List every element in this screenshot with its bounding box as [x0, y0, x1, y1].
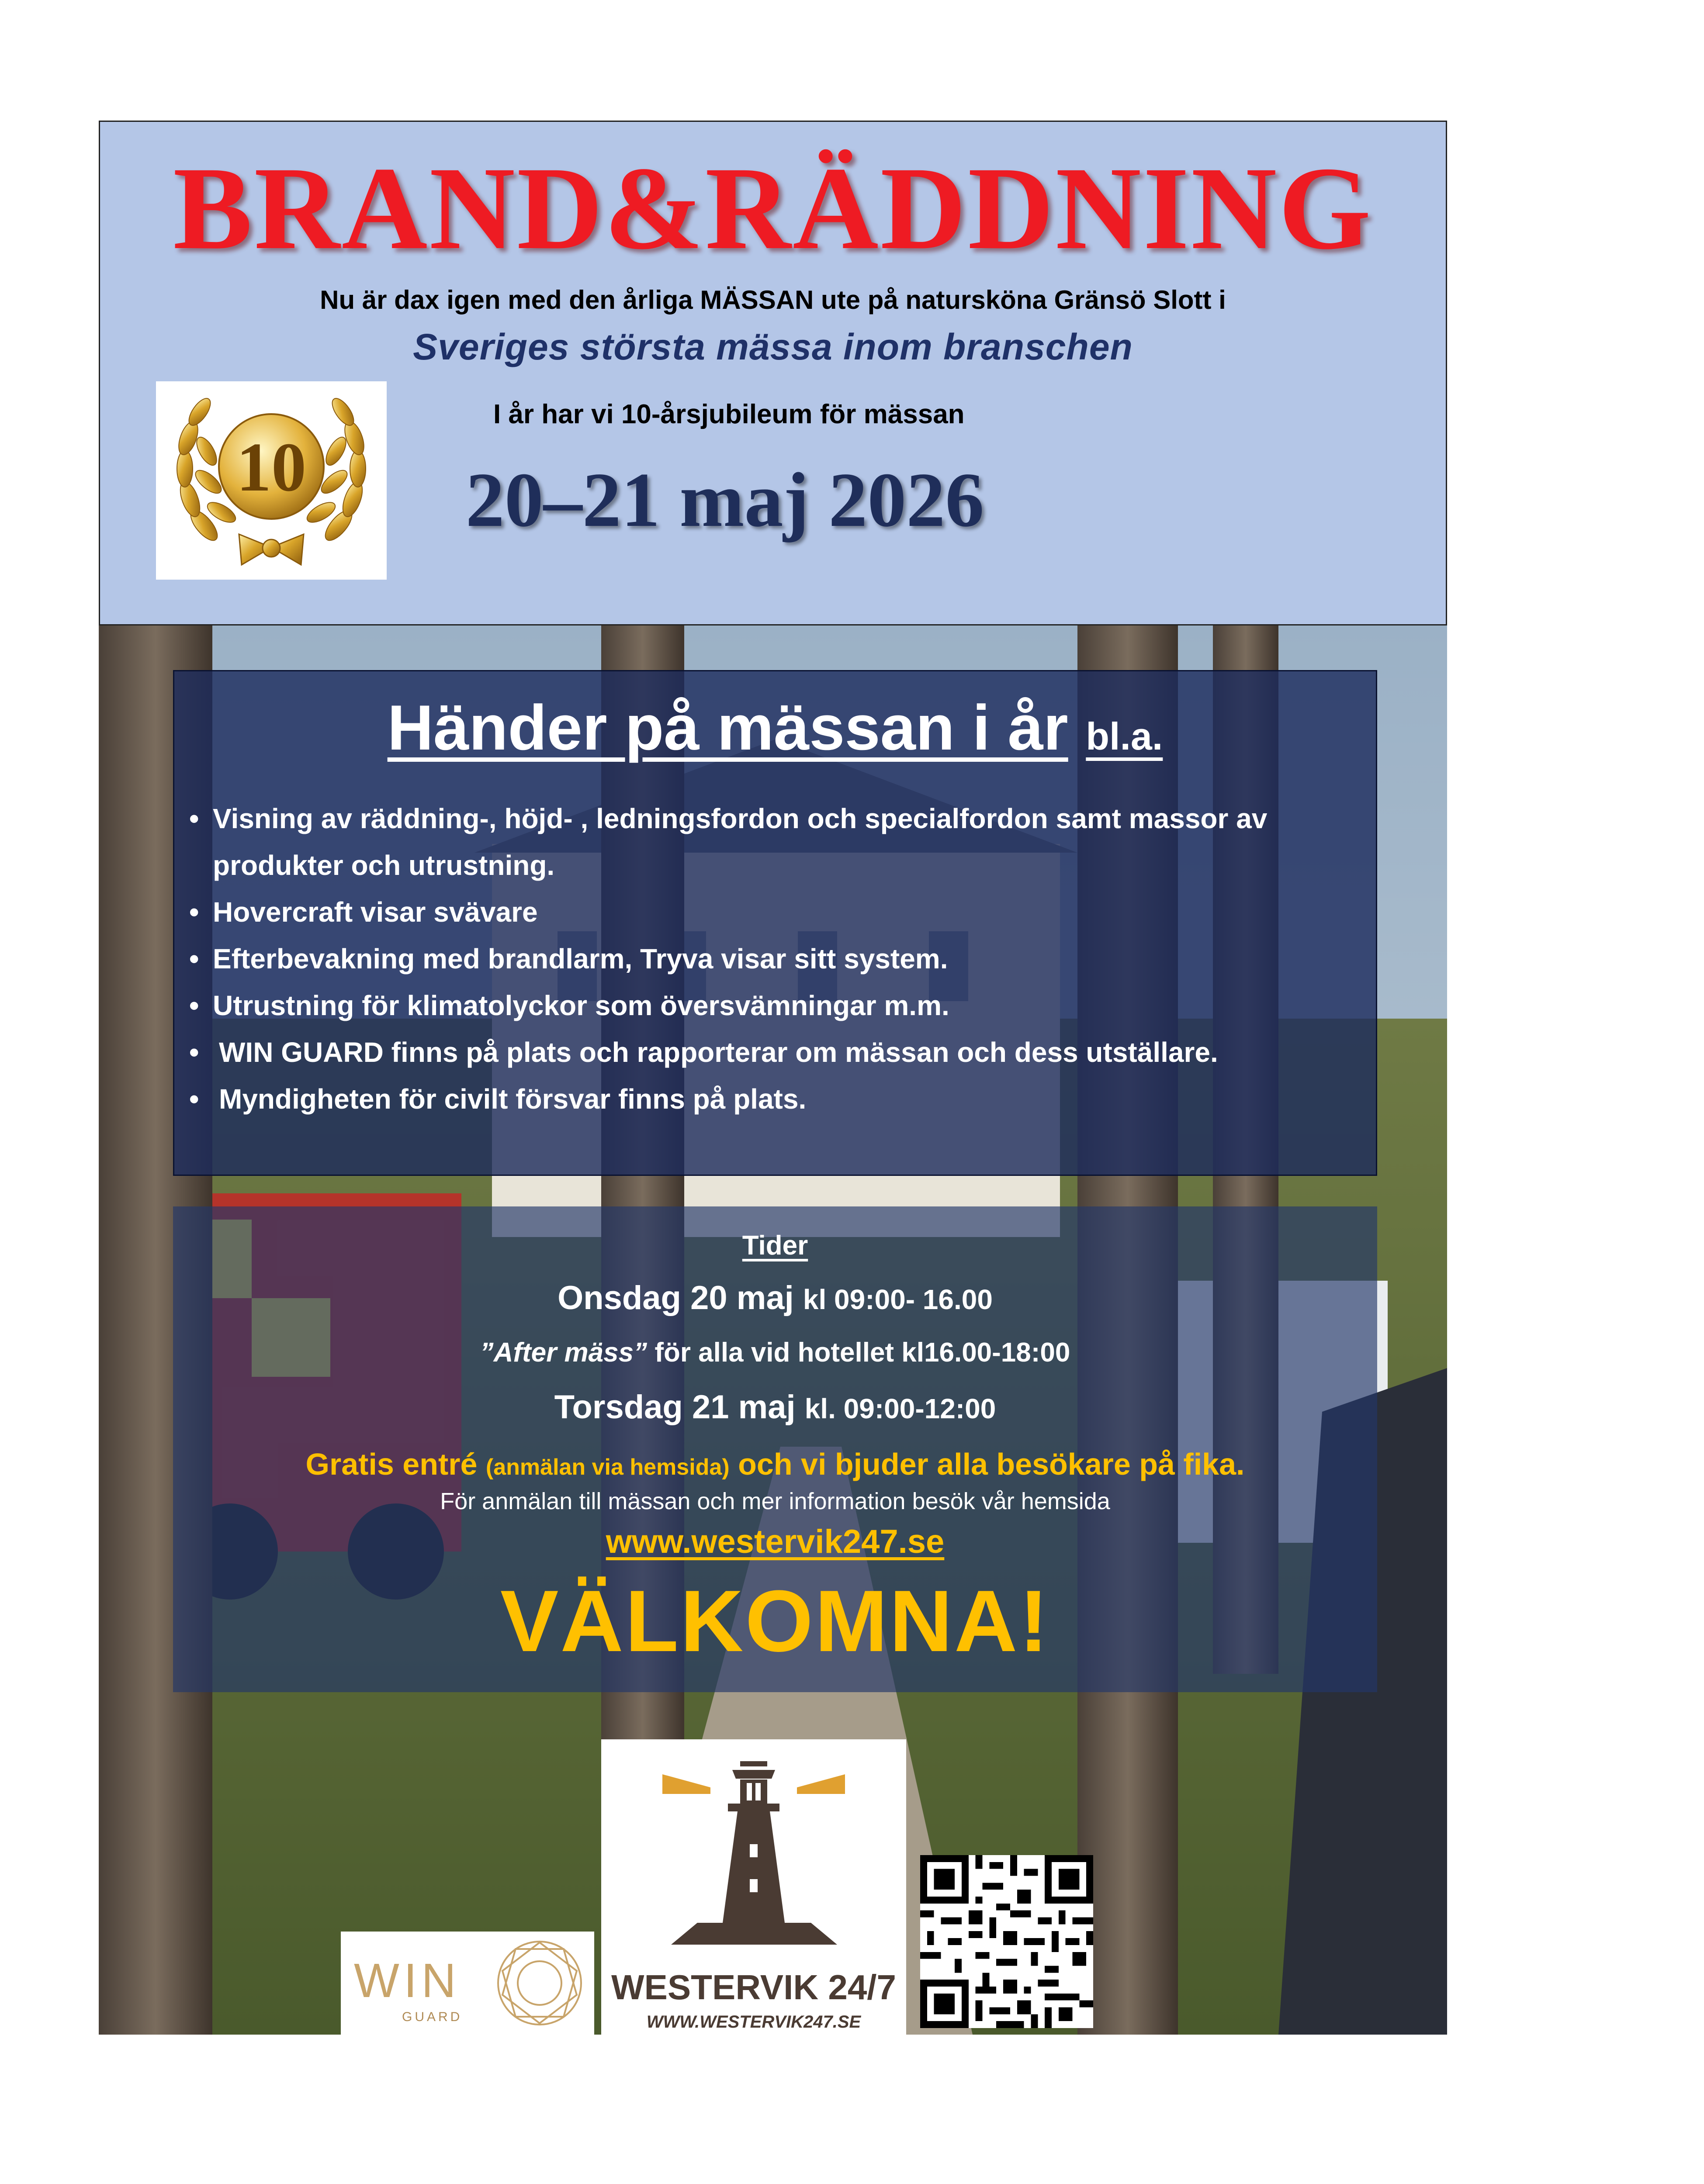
svg-text:WESTERVIK 24/7: WESTERVIK 24/7	[611, 1968, 897, 2007]
svg-text:10: 10	[236, 428, 306, 506]
list-item: • Efterbevakning med brandlarm, Tryva visar sitt system.	[189, 943, 948, 975]
jubilee-text: I år har vi 10-årsjubileum för mässan	[493, 399, 965, 429]
venue-photo	[99, 625, 1447, 2035]
svg-text:WWW.WESTERVIK247.SE: WWW.WESTERVIK247.SE	[646, 2012, 861, 2032]
list-item: • Hovercraft visar svävare	[189, 896, 538, 928]
free-entry-line	[173, 1442, 1377, 1489]
laurel-wreath-icon	[156, 381, 387, 580]
events-heading-suffix: bl.a.	[1086, 715, 1163, 758]
welcome-text: VÄLKOMNA!	[500, 1572, 1050, 1670]
thursday-day: Torsdag 21 maj	[554, 1389, 796, 1426]
info-text: För anmälan till mässan och mer information besök vår hemsida	[440, 1488, 1110, 1514]
after-party-line	[173, 1333, 1377, 1372]
tagline: Sveriges största mässa inom branschen	[413, 326, 1133, 367]
lighthouse-icon	[601, 1739, 906, 2035]
free-entry-text: Gratis entré	[305, 1447, 478, 1481]
header-panel	[99, 121, 1447, 625]
win-guard-logo	[341, 1932, 594, 2035]
wednesday-time: kl 09:00- 16.00	[803, 1284, 993, 1315]
event-title: BRAND&RÄDDNING	[173, 142, 1373, 274]
fika-text: och vi bjuder alla besökare på fika.	[738, 1447, 1245, 1481]
events-heading	[174, 691, 1376, 774]
registration-note: (anmälan via hemsida)	[485, 1455, 730, 1480]
event-date: 20–21 maj 2026	[465, 456, 984, 543]
wednesday-hours	[173, 1276, 1377, 1321]
list-item: • Myndigheten för civilt försvar finns på plats.	[189, 1083, 807, 1115]
anniversary-badge	[156, 381, 387, 580]
times-heading: Tider	[742, 1230, 808, 1261]
after-party-name: ”After mäss”	[480, 1337, 648, 1368]
website-link[interactable]: www.westervik247.se	[606, 1523, 945, 1560]
list-item: • Utrustning för klimatolyckor som översvämningar m.m.	[189, 990, 949, 1021]
intro-text: Nu är dax igen med den årliga MÄSSAN ute på natursköna Gränsö Slott i	[320, 285, 1226, 314]
times-panel	[173, 1206, 1377, 1692]
list-item: • Visning av räddning-, höjd- , ledningsfordon och specialfordon samt massor av produkter och utrustning.	[189, 803, 1268, 881]
wednesday-day: Onsdag 20 maj	[558, 1279, 794, 1317]
events-panel	[173, 670, 1377, 1176]
svg-text:WIN: WIN	[354, 1954, 461, 2008]
after-party-text: för alla vid hotellet kl16.00-18:00	[655, 1337, 1070, 1368]
thursday-hours	[173, 1386, 1377, 1431]
events-heading-main: Händer på mässan i år	[387, 692, 1068, 763]
westervik-logo	[601, 1739, 906, 2035]
qr-code[interactable]	[920, 1855, 1093, 2028]
events-list	[185, 795, 1365, 1123]
win-guard-logo-image	[341, 1932, 594, 2035]
svg-text:GUARD: GUARD	[402, 2010, 463, 2024]
thursday-time: kl. 09:00-12:00	[804, 1393, 996, 1424]
qr-code-icon	[920, 1855, 1093, 2028]
list-item: • WIN GUARD finns på plats och rapporterar om mässan och dess utställare.	[189, 1037, 1218, 1068]
